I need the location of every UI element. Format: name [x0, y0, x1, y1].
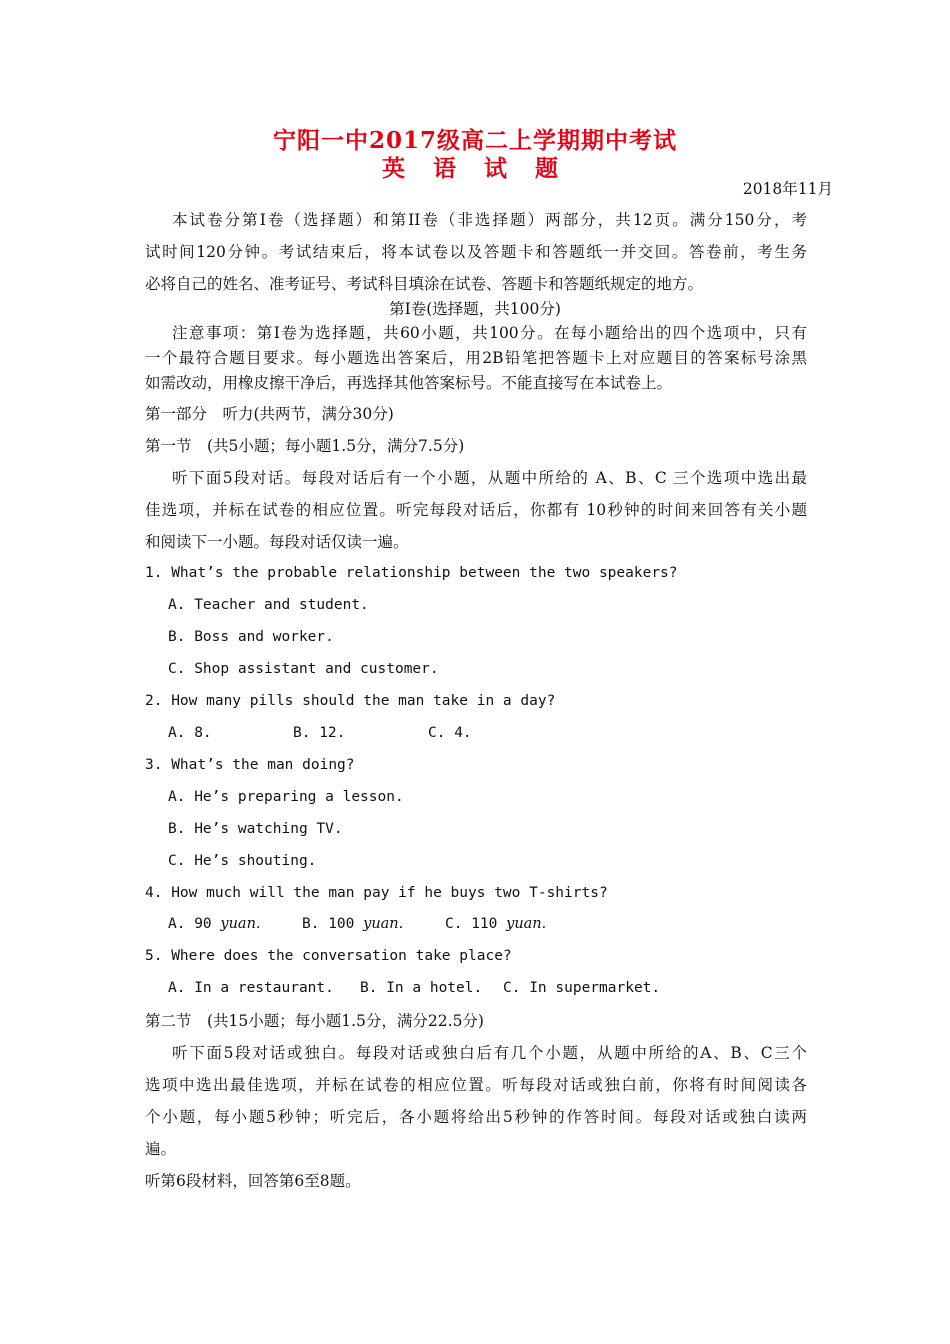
part1-heading: 第一部分 听力(共两节，满分30分) — [145, 405, 394, 423]
question-3-option-c: C. He’s shouting. — [168, 853, 317, 869]
intro-line-2: 试时间120分钟。考试结束后，将本试卷以及答题卡和答题纸一并交回。答卷前，考生务 — [145, 243, 807, 261]
section1-directions-3: 和阅读下一小题。每段对话仅读一遍。 — [145, 533, 409, 551]
question-2-option-b: B. 12. — [293, 725, 346, 741]
question-1-option-c: C. Shop assistant and customer. — [168, 661, 439, 677]
question-3-option-a: A. He’s preparing a lesson. — [168, 789, 404, 805]
volume1-heading: 第I卷(选择题，共100分) — [389, 300, 561, 318]
section2-directions-3: 个小题，每小题5秒钟；听完后，各小题将给出5秒钟的作答时间。每段对话或独白读两 — [145, 1108, 807, 1126]
option-b-unit: yuan. — [363, 916, 404, 932]
section1-heading: 第一节 (共5小题；每小题1.5分，满分7.5分) — [145, 437, 465, 455]
section2-directions-2: 选项中选出最佳选项，并标在试卷的相应位置。听每段对话或独白前，你将有时间阅读各 — [145, 1076, 807, 1094]
material-6-instruction: 听第6段材料，回答第6至8题。 — [145, 1172, 361, 1190]
section1-directions-1: 听下面5段对话。每段对话后有一个小题，从题中所给的 A、B、C 三个选项中选出最 — [172, 469, 807, 487]
question-1-stem: 1. What’s the probable relationship between the two speakers? — [145, 565, 678, 581]
question-4-stem: 4. How much will the man pay if he buys two T-shirts? — [145, 885, 608, 901]
section2-heading: 第二节 (共15小题；每小题1.5分，满分22.5分) — [145, 1012, 484, 1030]
intro-line-1: 本试卷分第I卷（选择题）和第II卷（非选择题）两部分，共12页。满分150分，考 — [172, 211, 807, 229]
question-5-stem: 5. Where does the conversation take place? — [145, 948, 512, 964]
question-4-option-a — [168, 916, 261, 932]
exam-date: 2018年11月 — [742, 180, 833, 198]
question-5-option-b: B. In a hotel. — [360, 980, 483, 996]
question-5-option-a: A. In a restaurant. — [168, 980, 334, 996]
question-2-option-a: A. 8. — [168, 725, 212, 741]
option-a-unit: yuan. — [220, 916, 261, 932]
subject-title: 英 语 试 题 — [381, 155, 569, 182]
option-a-amount: A. 90 — [168, 916, 212, 932]
question-2-option-c: C. 4. — [428, 725, 472, 741]
question-4-option-b — [302, 916, 403, 932]
option-c-unit: yuan. — [506, 916, 547, 932]
section2-directions-4: 遍。 — [145, 1140, 177, 1158]
notice-line-1: 注意事项：第I卷为选择题，共60小题，共100分。在每小题给出的四个选项中，只有 — [172, 324, 807, 342]
notice-line-2: 一个最符合题目要求。每小题选出答案后，用2B铅笔把答题卡上对应题目的答案标号涂黑 — [145, 349, 807, 367]
question-5-option-c: C. In supermarket. — [503, 980, 661, 996]
section2-directions-1: 听下面5段对话或独白。每段对话或独白后有几个小题，从题中所给的A、B、C三个 — [172, 1044, 807, 1062]
question-3-stem: 3. What’s the man doing? — [145, 757, 355, 773]
option-b-amount: B. 100 — [302, 916, 355, 932]
option-c-amount: C. 110 — [445, 916, 498, 932]
question-1-option-a: A. Teacher and student. — [168, 597, 369, 613]
question-4-option-c — [445, 916, 546, 932]
question-1-option-b: B. Boss and worker. — [168, 629, 334, 645]
question-2-stem: 2. How many pills should the man take in a day? — [145, 693, 556, 709]
section1-directions-2: 佳选项，并标在试卷的相应位置。听完每段对话后，你都有 10秒钟的时间来回答有关小题 — [145, 501, 807, 519]
question-3-option-b: B. He’s watching TV. — [168, 821, 343, 837]
exam-title: 宁阳一中2017级高二上学期期中考试 — [272, 127, 677, 154]
notice-line-3: 如需改动，用橡皮擦干净后，再选择其他答案标号。不能直接写在本试卷上。 — [145, 374, 673, 392]
intro-line-3: 必将自己的姓名、准考证号、考试科目填涂在试卷、答题卡和答题纸规定的地方。 — [145, 275, 704, 293]
